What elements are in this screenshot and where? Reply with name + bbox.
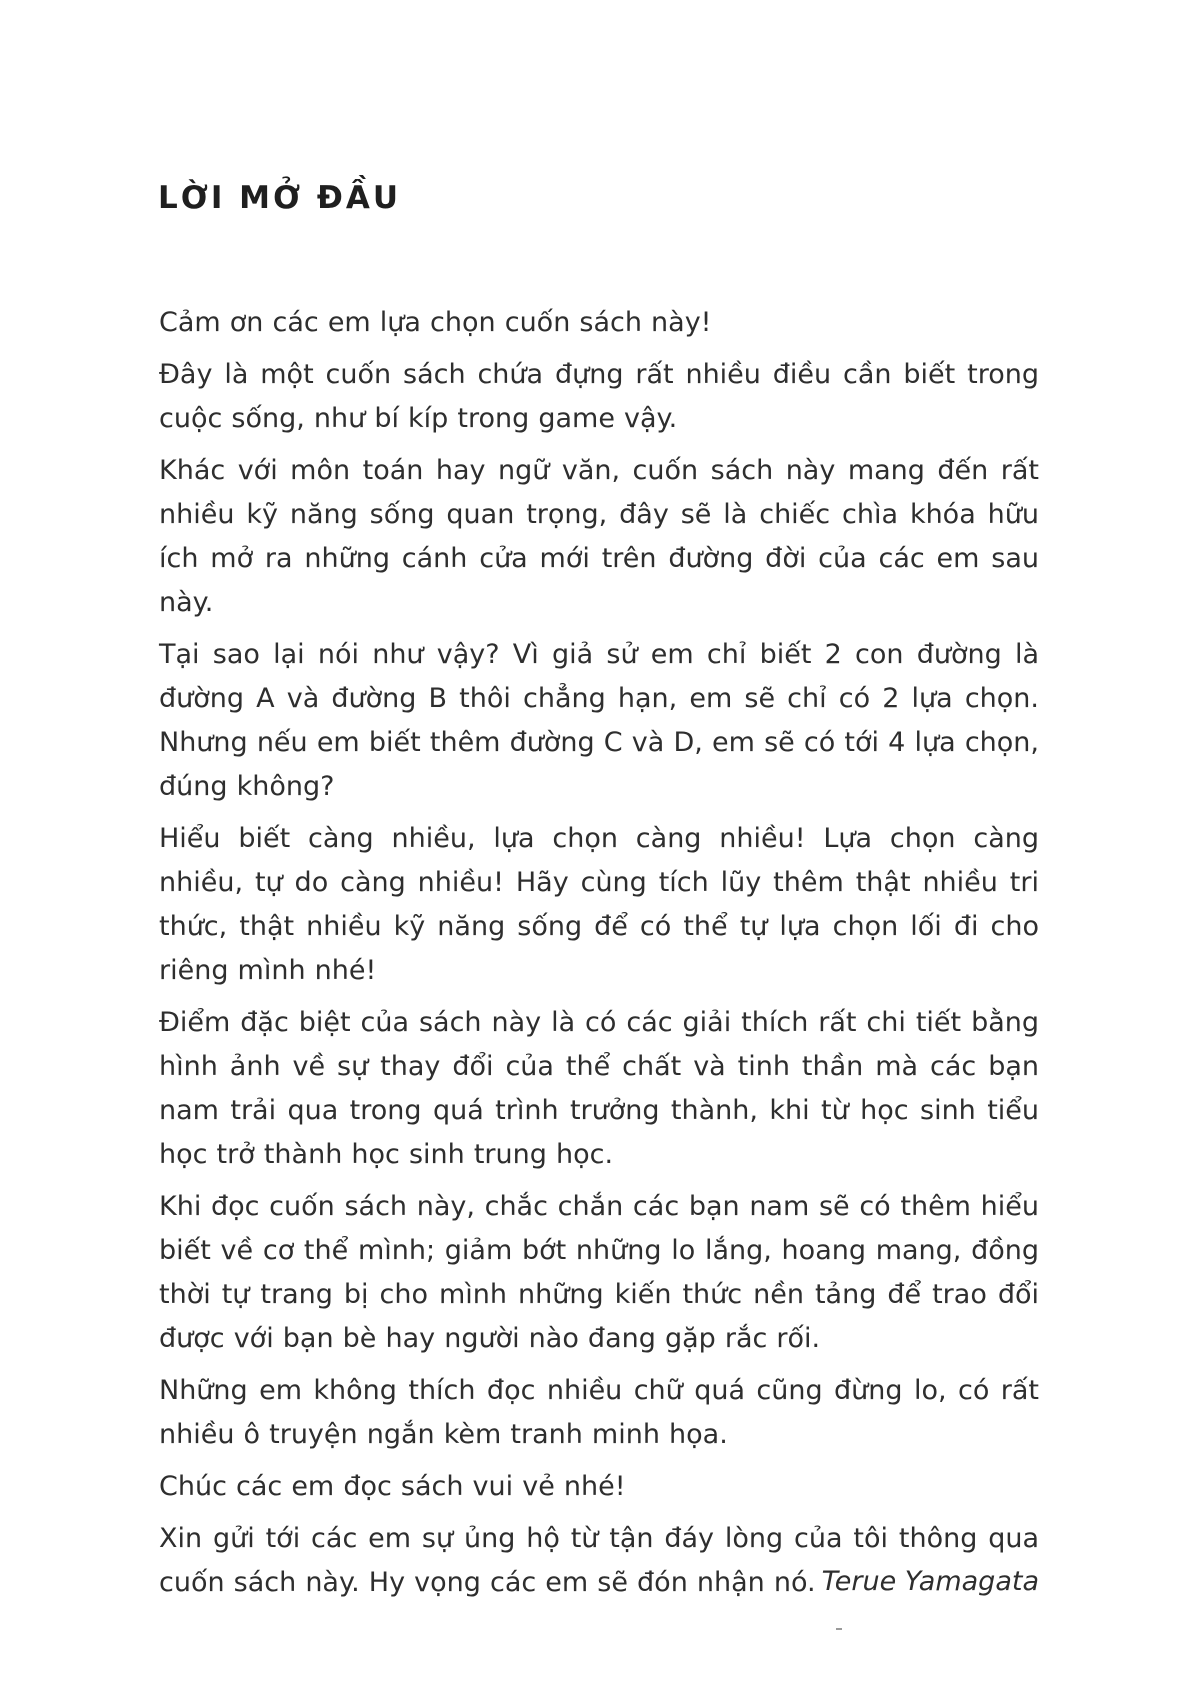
paragraph-8: Những em không thích đọc nhiều chữ quá cũng đừng lo, có rất nhiều ô truyện ngắn kèm tranh minh họa.	[159, 1375, 1039, 1450]
paragraph-10: Xin gửi tới các em sự ủng hộ từ tận đáy lòng của tôi thông qua cuốn sách này. Hy vọng các em sẽ đón nhận nó.	[159, 1523, 1039, 1598]
paragraph-9: Chúc các em đọc sách vui vẻ nhé!	[159, 1471, 626, 1502]
paragraph-6: Điểm đặc biệt của sách này là có các giải thích rất chi tiết bằng hình ảnh về sự thay đổi của thể chất và tinh thần mà các bạn nam trải qua trong quá trình trưởng thành, khi từ học sinh tiểu học trở thành học sinh trung học.	[159, 1007, 1039, 1170]
author-signature: Terue Yamagata	[821, 1566, 1039, 1597]
paragraph-4: Tại sao lại nói như vậy? Vì giả sử em chỉ biết 2 con đường là đường A và đường B thôi chẳng hạn, em sẽ chỉ có 2 lựa chọn. Nhưng nếu em biết thêm đường C và D, em sẽ có tới 4 lựa chọn, đúng không?	[159, 639, 1039, 802]
paragraph-3: Khác với môn toán hay ngữ văn, cuốn sách này mang đến rất nhiều kỹ năng sống quan trọng, đây sẽ là chiếc chìa khóa hữu ích mở ra những cánh cửa mới trên đường đời của các em sau này.	[159, 455, 1039, 618]
preface-body	[159, 301, 1039, 1613]
page-heading: LỜI MỞ ĐẦU	[158, 180, 402, 216]
paragraph-2: Đây là một cuốn sách chứa đựng rất nhiều điều cần biết trong cuộc sống, như bí kíp trong game vậy.	[159, 359, 1039, 434]
paragraph-7: Khi đọc cuốn sách này, chắc chắn các bạn nam sẽ có thêm hiểu biết về cơ thể mình; giảm bớt những lo lắng, hoang mang, đồng thời tự trang bị cho mình những kiến thức nền tảng để trao đổi được với bạn bè hay người nào đang gặp rắc rối.	[159, 1191, 1039, 1354]
paragraph-5: Hiểu biết càng nhiều, lựa chọn càng nhiều! Lựa chọn càng nhiều, tự do càng nhiều! Hãy cùng tích lũy thêm thật nhiều tri thức, thật nhiều kỹ năng sống để có thể tự lựa chọn lối đi cho riêng mình nhé!	[159, 823, 1039, 986]
paragraph-1: Cảm ơn các em lựa chọn cuốn sách này!	[159, 307, 712, 338]
decorative-mark	[836, 1628, 842, 1630]
